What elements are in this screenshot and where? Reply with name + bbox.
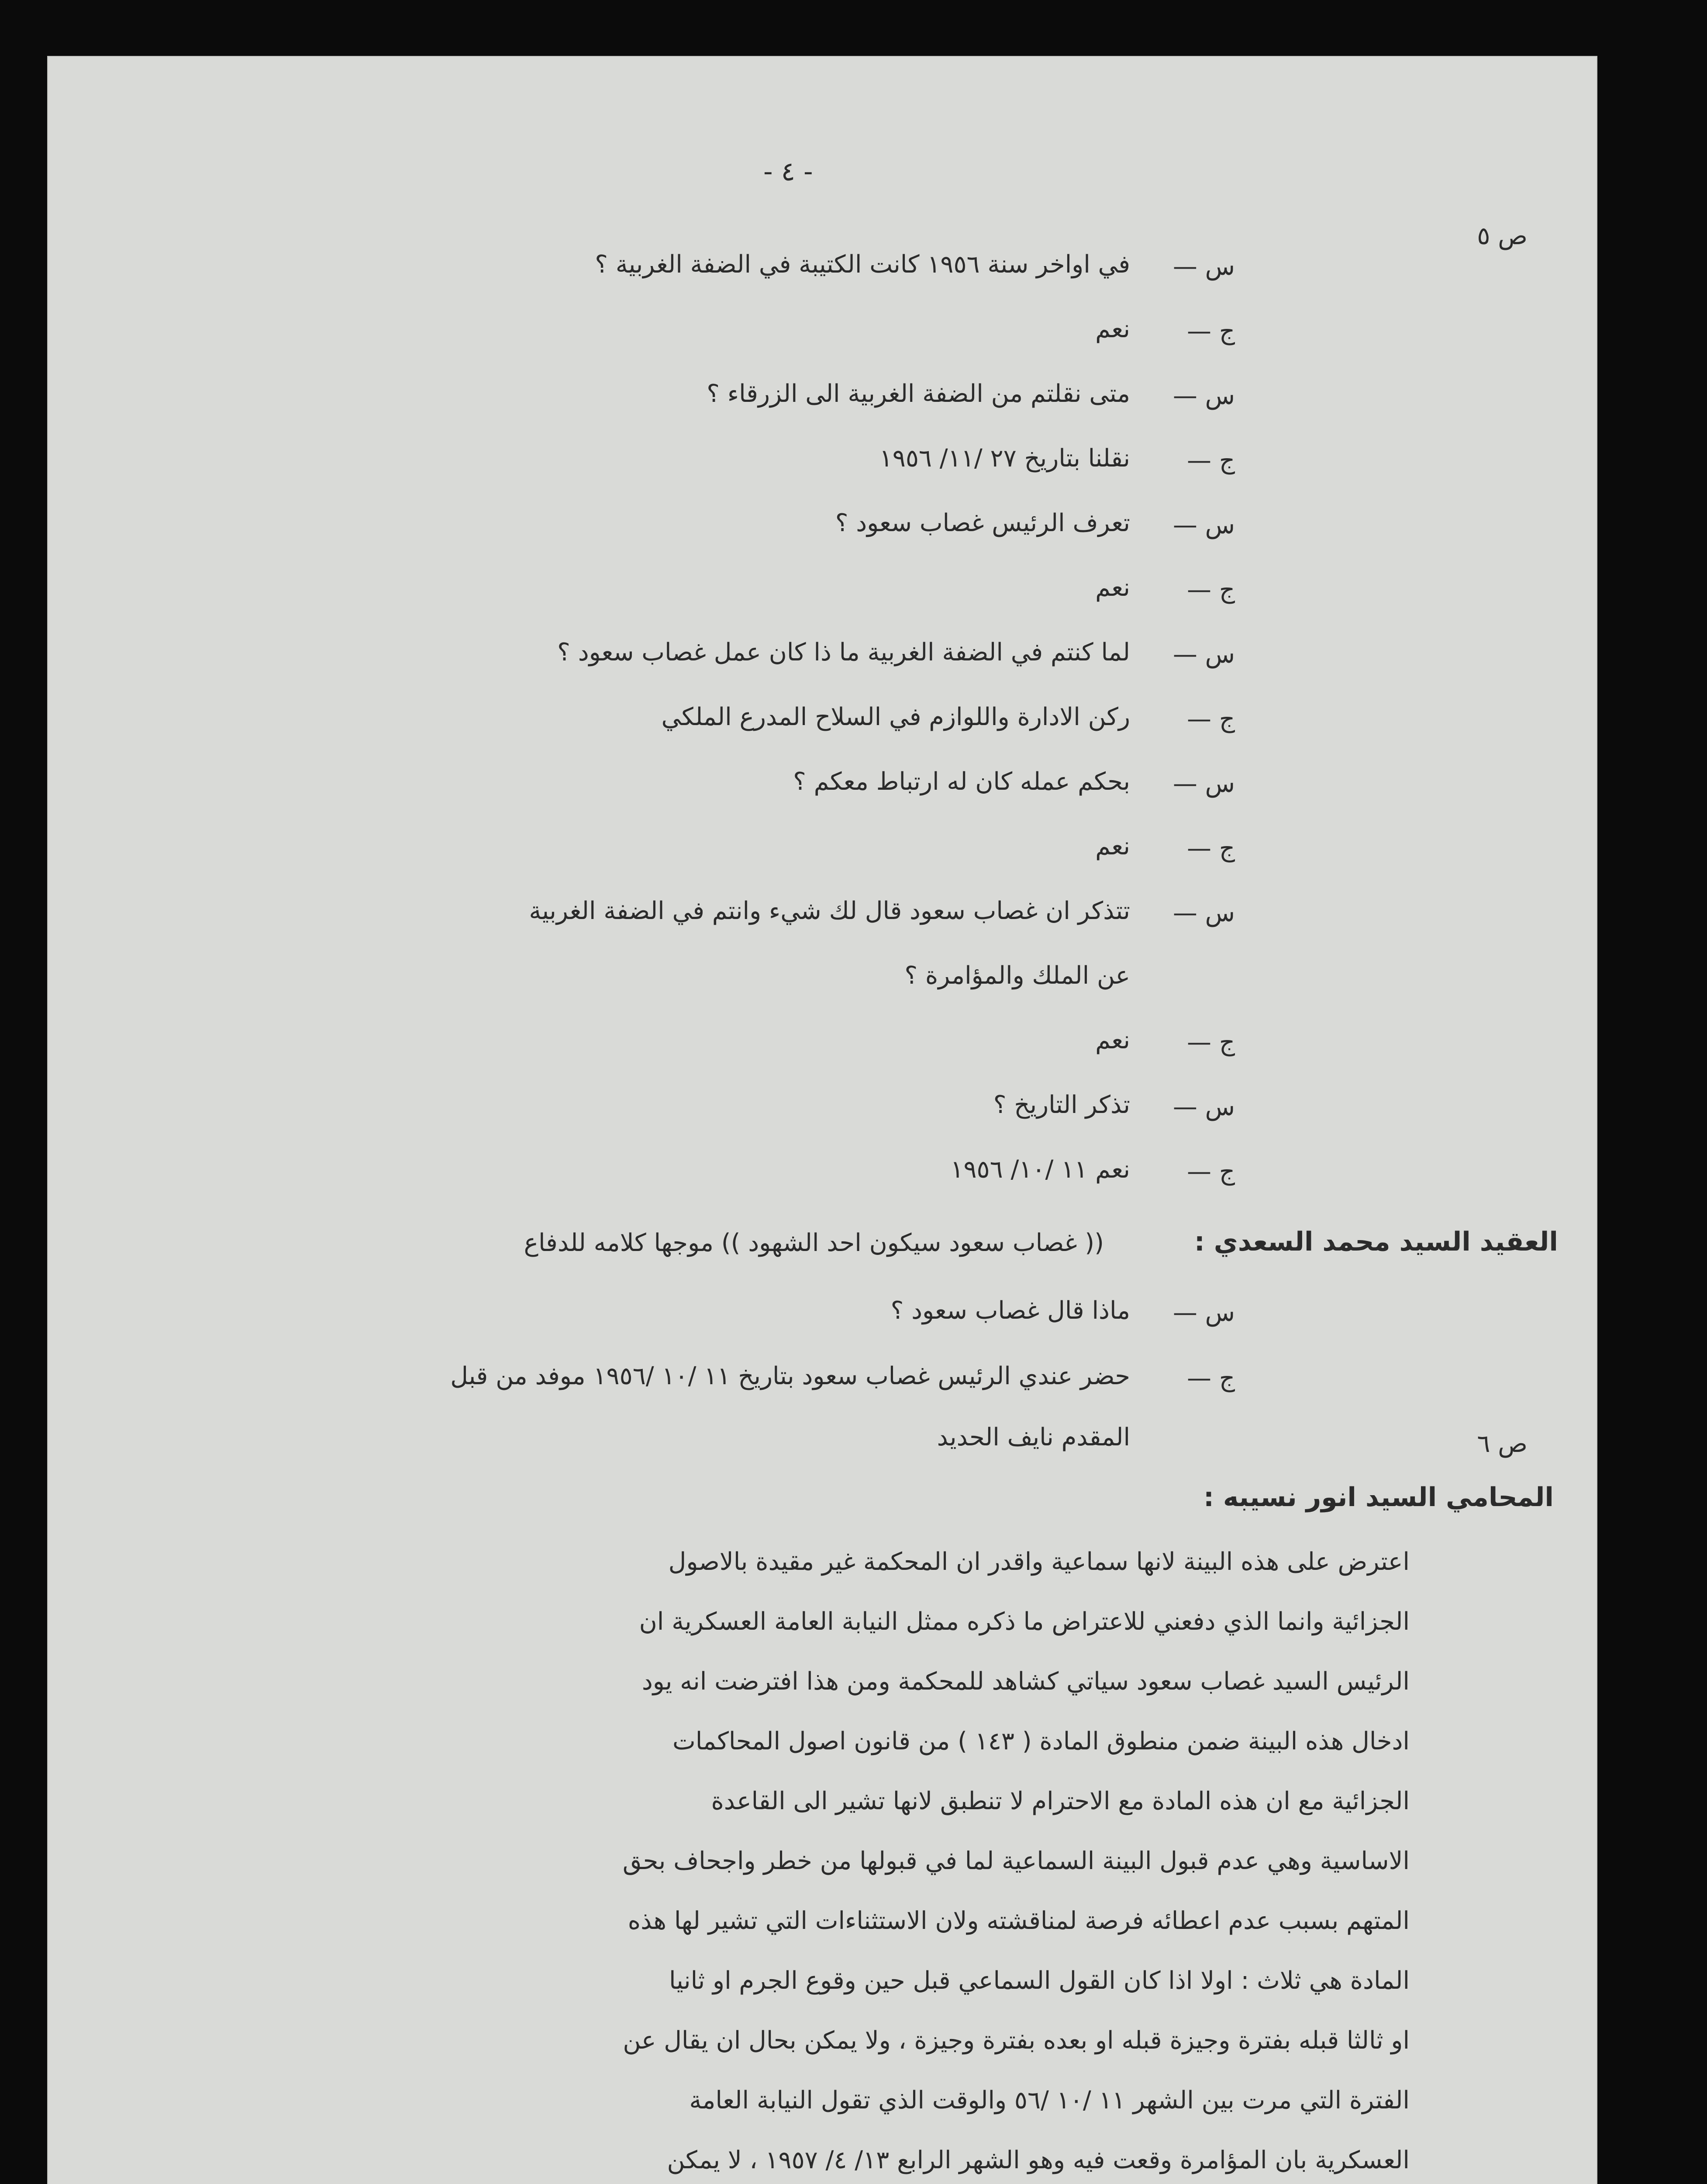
page-number: - ٤ - [763, 156, 813, 187]
qa-marker: ج — [1187, 834, 1235, 863]
qa-line: نعم [1095, 574, 1130, 602]
qa-line: ركن الادارة واللوازم في السلاح المدرع الملكي [661, 703, 1130, 731]
qa-line: حضر عندي الرئيس غصاب سعود بتاريخ ١١ /١٠ /١٩٥٦ موفد من قبل [450, 1362, 1130, 1390]
speaker-name-2: المحامي السيد انور نسيبه : [1203, 1482, 1554, 1513]
qa-line: نعم ١١ /١٠/ ١٩٥٦ [950, 1155, 1130, 1184]
speaker-name-1: العقيد السيد محمد السعدي : [1194, 1227, 1558, 1257]
paragraph-line: اعترض على هذه البينة لانها سماعية واقدر ان المحكمة غير مقيدة بالاصول [668, 1548, 1410, 1576]
qa-marker: ج — [1187, 576, 1235, 604]
document-page [47, 56, 1597, 2184]
margin-ref-5: ص ٥ [1477, 222, 1528, 250]
speaker-text-1: (( غصاب سعود سيكون احد الشهود )) موجها كلامه للدفاع [524, 1229, 1104, 1257]
qa-line: تذكر التاريخ ؟ [993, 1091, 1130, 1119]
qa-marker: س — [1172, 1093, 1235, 1121]
qa-marker: ج — [1187, 1028, 1235, 1057]
paragraph-line: الفترة التي مرت بين الشهر ١١ /١٠ /٥٦ والوقت الذي تقول النيابة العامة [689, 2086, 1410, 2115]
qa-marker: ج — [1187, 446, 1235, 475]
qa-line: نقلنا بتاريخ ٢٧ /١١/ ١٩٥٦ [879, 444, 1130, 473]
qa-marker: س — [1172, 382, 1235, 410]
paragraph-line: الجزائية وانما الذي دفعني للاعتراض ما ذكره ممثل النيابة العامة العسكرية ان [639, 1607, 1410, 1636]
paragraph-line: ادخال هذه البينة ضمن منطوق المادة ( ١٤٣ ) من قانون اصول المحاكمات [672, 1727, 1410, 1755]
qa-line: تتذكر ان غصاب سعود قال لك شيء وانتم في الضفة الغربية [529, 897, 1130, 925]
qa-marker: س — [1172, 252, 1235, 281]
qa-line: نعم [1095, 315, 1130, 343]
qa-line: تعرف الرئيس غصاب سعود ؟ [835, 509, 1130, 537]
qa-marker: س — [1172, 640, 1235, 669]
qa-marker: س — [1172, 511, 1235, 539]
qa-line: في اواخر سنة ١٩٥٦ كانت الكتيبة في الضفة الغربية ؟ [595, 250, 1130, 279]
margin-ref-6: ص ٦ [1477, 1430, 1528, 1458]
qa-marker: س — [1172, 1299, 1235, 1327]
qa-line: المقدم نايف الحديد [937, 1423, 1130, 1451]
paragraph-line: المتهم بسبب عدم اعطائه فرصة لمناقشته ولان الاستثناءات التي تشير لها هذه [628, 1907, 1410, 1935]
paragraph-line: الجزائية مع ان هذه المادة مع الاحترام لا تنطبق لانها تشير الى القاعدة [711, 1787, 1410, 1815]
qa-marker: ج — [1187, 705, 1235, 733]
qa-line: عن الملك والمؤامرة ؟ [904, 961, 1130, 990]
qa-line: ماذا قال غصاب سعود ؟ [890, 1296, 1130, 1325]
qa-marker: ج — [1187, 1364, 1235, 1393]
paragraph-line: او ثالثا قبله بفترة وجيزة قبله او بعده بفترة وجيزة ، ولا يمكن بحال ان يقال عن [623, 2026, 1410, 2055]
paragraph-line: العسكرية بان المؤامرة وقعت فيه وهو الشهر الرابع ١٣/ ٤/ ١٩٥٧ ، لا يمكن [667, 2146, 1410, 2174]
paragraph-line: المادة هي ثلاث : اولا اذا كان القول السماعي قبل حين وقوع الجرم او ثانيا [669, 1966, 1410, 1995]
qa-marker: ج — [1187, 317, 1235, 346]
qa-line: متى نقلتم من الضفة الغربية الى الزرقاء ؟ [707, 380, 1130, 408]
qa-line: لما كنتم في الضفة الغربية ما ذا كان عمل غصاب سعود ؟ [557, 638, 1130, 667]
qa-marker: س — [1172, 899, 1235, 927]
qa-marker: ج — [1187, 1158, 1235, 1186]
qa-line: نعم [1095, 832, 1130, 860]
qa-line: بحكم عمله كان له ارتباط معكم ؟ [793, 767, 1130, 796]
qa-marker: س — [1172, 770, 1235, 798]
paragraph-line: الاساسية وهي عدم قبول البينة السماعية لما في قبولها من خطر واجحاف بحق [622, 1847, 1410, 1875]
qa-line: نعم [1095, 1026, 1130, 1054]
paragraph-line: الرئيس السيد غصاب سعود سياتي كشاهد للمحكمة ومن هذا افترضت انه يود [641, 1667, 1410, 1696]
